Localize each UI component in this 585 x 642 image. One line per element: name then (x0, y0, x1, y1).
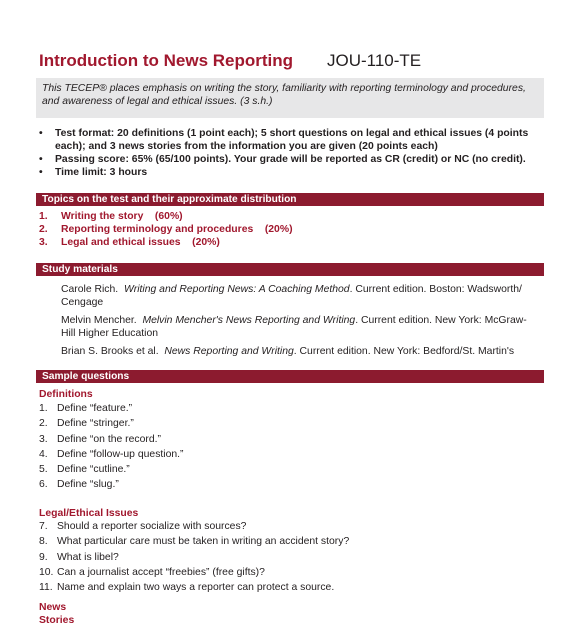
study-author: Melvin Mencher. (61, 315, 137, 326)
topics-heading: Topics on the test and their approximate distribution (42, 194, 297, 205)
question-num: 11. (39, 582, 53, 594)
intro-box (36, 78, 544, 118)
topic-label: Reporting terminology and procedures (61, 224, 254, 235)
question-item (39, 534, 349, 549)
topic-pct: (60%) (154, 211, 183, 222)
next-heading-cutoff (39, 602, 99, 626)
topic-item (39, 223, 293, 236)
question-text: Name and explain two ways a reporter can protect a source. (57, 582, 335, 594)
samples-heading: Sample questions (42, 371, 130, 382)
study-heading: Study materials (42, 264, 118, 275)
question-item (39, 447, 183, 462)
bullet-icon: • (39, 167, 43, 178)
question-text: Define “slug.” (57, 479, 119, 491)
question-item (39, 550, 349, 565)
page-title: Introduction to News Reporting (39, 51, 294, 70)
question-text: Define “feature.” (57, 403, 133, 414)
question-item (39, 401, 183, 416)
question-num: 10. (39, 566, 54, 578)
question-item (39, 519, 349, 534)
test-info-list (39, 127, 544, 179)
question-num: 6. (39, 479, 48, 491)
question-item (39, 477, 183, 492)
question-num: 3. (39, 433, 48, 445)
bullet-text: Time limit: 3 hours (55, 167, 148, 178)
study-title: Writing and Reporting News: A Coaching Method (123, 284, 350, 295)
study-item (61, 283, 541, 309)
study-rest: . Current edition. Boston: Wadsworth/ Cengage (61, 284, 522, 308)
samples-section-bar (36, 370, 544, 383)
bullet-text: Test format: 20 definitions (1 point each); 5 short questions on legal and ethical issues (4 points each); and 3 news stories from the information you are given (20 points each) (55, 128, 529, 152)
question-text: Should a reporter socialize with sources? (57, 521, 247, 532)
question-item (39, 565, 349, 580)
question-item (39, 580, 349, 595)
definitions-list (39, 401, 183, 493)
topic-num: 2. (39, 224, 48, 235)
legal-list (39, 519, 349, 595)
question-num: 7. (39, 521, 48, 532)
question-text: Define “stringer.” (57, 418, 134, 430)
course-code: JOU-110-TE (327, 51, 422, 70)
bullet-item (39, 166, 544, 179)
question-text: What is libel? (57, 551, 119, 563)
question-item (39, 416, 183, 431)
study-author: Brian S. Brooks et al. (61, 346, 159, 357)
study-item (61, 314, 541, 340)
study-materials (61, 283, 541, 363)
question-num: 8. (39, 536, 48, 548)
bullet-text: Passing score: 65% (65/100 points). Your grade will be reported as CR (credit) or NC (no credit). (55, 154, 526, 165)
study-item (61, 345, 541, 358)
question-text: Define “on the record.” (57, 433, 161, 445)
topic-item (39, 236, 293, 249)
question-text: Can a journalist accept “freebies” (free gifts)? (57, 566, 265, 578)
question-num: 5. (39, 464, 48, 476)
study-title: Melvin Mencher's News Reporting and Writing (142, 315, 356, 326)
topic-num: 1. (39, 211, 48, 222)
definitions-heading: Definitions (39, 389, 93, 400)
topic-pct: (20%) (192, 237, 220, 248)
bullet-icon: • (39, 154, 43, 165)
question-num: 9. (39, 551, 48, 563)
question-item (39, 432, 183, 447)
study-rest: . Current edition. New York: McGraw-Hill Higher Education (61, 315, 527, 339)
study-title: News Reporting and Writing (164, 346, 294, 357)
topics-list (39, 210, 293, 249)
bullet-item (39, 153, 544, 166)
topic-label: Writing the story (61, 211, 144, 222)
bullet-item (39, 127, 544, 153)
question-text: Define “cutline.” (57, 464, 130, 476)
study-rest: . Current edition. New York: Bedford/St. Martin's (293, 346, 515, 357)
topics-section-bar (36, 193, 544, 206)
question-text: What particular care must be taken in writing an accident story? (57, 536, 350, 548)
question-text: Define “follow-up question.” (57, 448, 184, 460)
topic-pct: (20%) (264, 224, 293, 235)
topic-item (39, 210, 293, 223)
question-num: 1. (39, 403, 48, 414)
next-heading: News Stories (39, 602, 75, 626)
question-num: 4. (39, 448, 48, 460)
legal-heading: Legal/Ethical Issues (39, 508, 139, 519)
study-section-bar (36, 263, 544, 276)
topic-num: 3. (39, 237, 48, 248)
study-author: Carole Rich. (61, 284, 119, 295)
topic-label: Legal and ethical issues (61, 237, 181, 248)
question-item (39, 462, 183, 477)
intro-text: This TECEP® places emphasis on writing the story, familiarity with reporting terminology and procedures, and awareness of legal and ethical issues. (3 s.h.) (42, 83, 526, 107)
bullet-icon: • (39, 128, 43, 139)
question-num: 2. (39, 418, 48, 430)
